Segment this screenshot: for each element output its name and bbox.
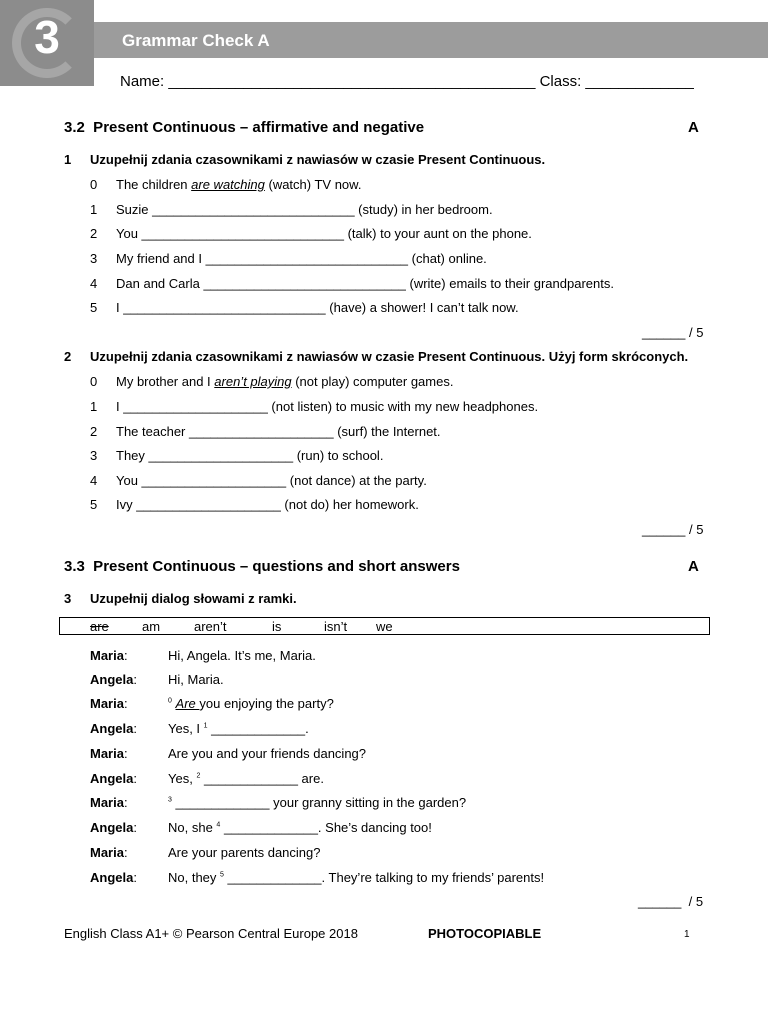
dialogue-line: Hi, Maria. xyxy=(168,672,224,687)
dialogue-speaker: Maria: xyxy=(90,696,128,711)
dialogue-speaker: Angela: xyxy=(90,870,137,885)
section-letter-3-2: A xyxy=(688,119,699,136)
item-number: 4 xyxy=(90,473,98,488)
dialogue-speaker: Maria: xyxy=(90,648,128,663)
name-class-field[interactable]: Name: ____________________________________________ Class: _____________ xyxy=(120,73,694,90)
item-number: 3 xyxy=(90,251,98,266)
exercise-2-item[interactable]: You ____________________ (not dance) at the party. xyxy=(116,473,427,488)
footer-photocopiable: PHOTOCOPIABLE xyxy=(428,926,542,941)
dialogue-gap-line[interactable]: Yes, $^2$ _____________ are. xyxy=(168,771,324,786)
example-answer: aren’t playing xyxy=(214,374,292,389)
item-number: 1 xyxy=(90,399,98,414)
exercise-2-example xyxy=(116,374,453,389)
page-title: Grammar Check A xyxy=(122,31,270,50)
dialogue-speaker: Angela: xyxy=(90,672,137,687)
example-answer: are watching xyxy=(191,177,265,192)
dialogue-speaker: Angela: xyxy=(90,721,137,736)
dialogue-gap-line[interactable]: Yes, I $^1$ _____________. xyxy=(168,721,309,736)
exercise-2-number: 2 xyxy=(64,349,72,364)
dialogue-gap-line[interactable]: $^3$ _____________ your granny sitting in the garden? xyxy=(168,795,467,810)
example-before: My brother and I xyxy=(116,374,215,389)
item-number: 2 xyxy=(90,424,98,439)
exercise-2-item[interactable]: The teacher ____________________ (surf) the Internet. xyxy=(116,424,441,439)
dialogue-gap-line[interactable]: No, they $^5$ _____________. They’re talking to my friends’ parents! xyxy=(168,870,545,885)
item-number: 4 xyxy=(90,276,98,291)
word-box-word: am xyxy=(142,619,161,634)
item-number: 5 xyxy=(90,300,98,315)
title-bar xyxy=(94,22,768,58)
section-letter-3-3: A xyxy=(688,558,699,575)
dialogue-gap-line[interactable]: No, she $^4$ _____________. She’s dancing too! xyxy=(168,820,432,835)
exercise-1-item[interactable]: I ____________________________ (have) a shower! I can’t talk now. xyxy=(116,300,519,315)
exercise-1-example-num: 0 xyxy=(90,177,98,192)
item-number: 2 xyxy=(90,226,98,241)
footer-page-number: 1 xyxy=(684,929,690,940)
word-box-word: is xyxy=(272,619,282,634)
dialogue-line: Are your parents dancing? xyxy=(168,845,321,860)
exercise-3-score[interactable]: ______ / 5 xyxy=(638,894,704,909)
word-box-word: isn’t xyxy=(324,619,348,634)
dialogue-speaker: Maria: xyxy=(90,795,128,810)
exercise-1-item[interactable]: My friend and I ____________________________ (chat) online. xyxy=(116,251,487,266)
dialogue-line-example: $^0$ Are you enjoying the party? xyxy=(168,696,334,711)
exercise-2-instruction: Uzupełnij zdania czasownikami z nawiasów w czasie Present Continuous. Użyj form skróconych. xyxy=(90,349,689,364)
exercise-1-example xyxy=(116,177,361,192)
exercise-1-item[interactable]: Suzie ____________________________ (study) in her bedroom. xyxy=(116,202,493,217)
item-number: 3 xyxy=(90,448,98,463)
exercise-1-item[interactable]: Dan and Carla ____________________________ (write) emails to their grandparents. xyxy=(116,276,614,291)
word-box xyxy=(59,617,710,635)
word-box-word: we xyxy=(376,619,393,634)
item-number: 1 xyxy=(90,202,98,217)
unit-badge xyxy=(0,0,94,86)
example-after: (watch) TV now. xyxy=(264,177,362,192)
item-number: 5 xyxy=(90,497,98,512)
unit-number: 3 xyxy=(34,11,60,63)
word-box-word-used: are xyxy=(90,619,109,634)
example-after: (not play) computer games. xyxy=(291,374,454,389)
exercise-2-example-num: 0 xyxy=(90,374,98,389)
section-title-3-3: 3.3 Present Continuous – questions and short answers xyxy=(64,558,460,575)
exercise-1-score[interactable]: ______ / 5 xyxy=(642,325,704,340)
dialogue-speaker: Angela: xyxy=(90,820,137,835)
exercise-1-instruction: Uzupełnij zdania czasownikami z nawiasów w czasie Present Continuous. xyxy=(90,152,546,167)
word-box-word: aren’t xyxy=(194,619,227,634)
dialogue-line: Are you and your friends dancing? xyxy=(168,746,367,761)
dialogue-speaker: Maria: xyxy=(90,746,128,761)
dialogue-line: Hi, Angela. It’s me, Maria. xyxy=(168,648,316,663)
exercise-1-item[interactable]: You ____________________________ (talk) to your aunt on the phone. xyxy=(116,226,532,241)
exercise-2-item[interactable]: Ivy ____________________ (not do) her homework. xyxy=(116,497,419,512)
exercise-2-item[interactable]: They ____________________ (run) to school. xyxy=(116,448,384,463)
exercise-3-instruction: Uzupełnij dialog słowami z ramki. xyxy=(90,591,297,606)
exercise-1-number: 1 xyxy=(64,152,72,167)
example-before: The children xyxy=(116,177,192,192)
dialogue-speaker: Maria: xyxy=(90,845,128,860)
exercise-2-item[interactable]: I ____________________ (not listen) to music with my new headphones. xyxy=(116,399,539,414)
dialogue-speaker: Angela: xyxy=(90,771,137,786)
exercise-2-score[interactable]: ______ / 5 xyxy=(642,522,704,537)
footer-copyright: English Class A1+ © Pearson Central Europe 2018 xyxy=(64,926,358,941)
section-title-3-2: 3.2 Present Continuous – affirmative and negative xyxy=(64,119,425,136)
exercise-3-number: 3 xyxy=(64,591,72,606)
